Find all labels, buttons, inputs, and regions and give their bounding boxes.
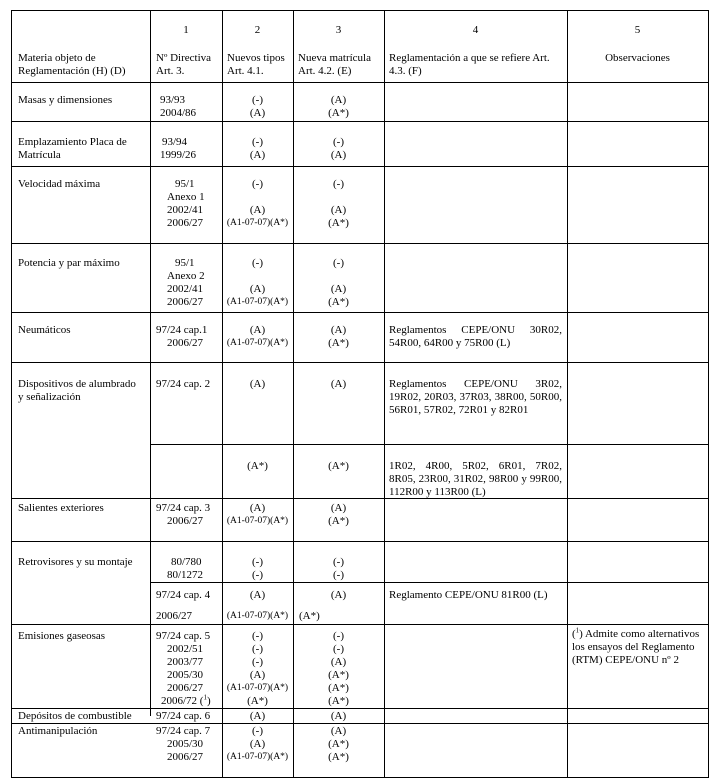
directiva: 97/24 cap. 3: [156, 502, 211, 514]
nueva-matricula-value: (-): [333, 178, 344, 190]
column-divider-1: [150, 10, 151, 716]
directiva: 97/24 cap. 2: [156, 378, 211, 390]
observacion-text: ) Admite como alternativos los ensayos del Reglamento (RTM) CEPE/ONU nº 2: [572, 628, 700, 666]
row-divider: [11, 166, 708, 167]
directiva-with-footnote: [161, 695, 211, 708]
nuevos-tipos-value: (-): [252, 136, 263, 148]
nueva-matricula-value: (A*): [328, 107, 349, 119]
nuevos-tipos-value: (A): [249, 283, 266, 295]
directiva: 2003/77: [167, 656, 204, 668]
header-directiva-line2: Art. 3.: [156, 65, 185, 77]
header-reglamentacion-line2: 4.3. (F): [389, 65, 422, 77]
subrow-divider: [150, 444, 708, 445]
row-materia: Salientes exteriores: [18, 502, 104, 514]
nueva-matricula-value: (A*): [328, 669, 349, 681]
row-materia: Matrícula: [18, 149, 61, 161]
nueva-matricula-value: (-): [333, 630, 344, 642]
nueva-matricula-value: (A): [330, 589, 347, 601]
nueva-matricula-value: (A): [330, 149, 347, 161]
header-observaciones: Observaciones: [605, 52, 670, 64]
nueva-matricula-value: (A): [330, 283, 347, 295]
nuevos-tipos-value: (-): [252, 257, 263, 269]
row-materia: Retrovisores y su montaje: [18, 556, 133, 568]
nuevos-tipos-value: (-): [252, 725, 263, 737]
header-materia-line2: Reglamentación (H) (D): [18, 65, 126, 77]
nueva-matricula-value: (A*): [328, 751, 349, 763]
table-border-right: [708, 10, 709, 778]
directiva: 97/24 cap. 6: [156, 710, 211, 722]
nuevos-tipos-value: (-): [252, 656, 263, 668]
table-border-top: [11, 10, 708, 11]
row-divider: [11, 362, 708, 363]
directiva: 95/1: [175, 178, 195, 190]
header-nuevos-line2: Art. 4.1.: [227, 65, 264, 77]
header-matricula-line2: Art. 4.2. (E): [298, 65, 352, 77]
nueva-matricula-value: (A): [330, 710, 347, 722]
directiva: 2002/41: [167, 283, 204, 295]
directiva: 2006/27: [167, 751, 204, 763]
directiva: 2006/27: [156, 610, 193, 622]
directiva: 2002/41: [167, 204, 204, 216]
row-materia: Emplazamiento Placa de: [18, 136, 127, 148]
close-paren: ): [206, 695, 211, 707]
nuevos-tipos-value: (A): [249, 107, 266, 119]
nuevos-tipos-value: (A): [249, 378, 266, 390]
directiva: 2004/86: [160, 107, 197, 119]
nueva-matricula-value: (A): [330, 502, 347, 514]
nuevos-tipos-value: (-): [252, 630, 263, 642]
directiva: 1999/26: [160, 149, 197, 161]
row-materia: Depósitos de combustible: [18, 710, 132, 722]
directiva: 80/780: [171, 556, 202, 568]
nueva-matricula-value: (A): [330, 725, 347, 737]
column-divider-5: [567, 10, 568, 778]
row-materia: Neumáticos: [18, 324, 71, 336]
nueva-matricula-value: (A): [330, 94, 347, 106]
nuevos-tipos-value: (-): [252, 178, 263, 190]
row-materia: Potencia y par máximo: [18, 257, 120, 269]
nueva-matricula-value: (A*): [328, 738, 349, 750]
nuevos-tipos-value: (A): [249, 738, 266, 750]
header-row-divider: [11, 82, 708, 83]
nuevos-tipos-value: (A1-07-07)(A*): [226, 752, 289, 762]
directiva: 2005/30: [167, 738, 204, 750]
directiva: 93/93: [160, 94, 186, 106]
row-materia: Velocidad máxima: [18, 178, 101, 190]
nueva-matricula-value: (A*): [328, 460, 349, 472]
row-divider: [11, 541, 708, 542]
table-border-left: [11, 10, 12, 778]
directiva: 2005/30: [167, 669, 204, 681]
nuevos-tipos-value: (A): [249, 589, 266, 601]
nueva-matricula-value: (A*): [328, 695, 349, 707]
directiva: 97/24 cap.1: [156, 324, 208, 336]
header-reglamentacion-line1: Reglamentación a que se refiere Art.: [389, 52, 550, 64]
nueva-matricula-value: (A): [330, 656, 347, 668]
reglamentacion-text: Reglamentos CEPE/ONU 3R02, 19R02, 20R03, 37R03, 38R00, 50R00, 56R01, 57R02, 72R01 y 82R01: [389, 378, 562, 416]
column-number-4: 4: [472, 24, 479, 36]
nueva-matricula-value: (A*): [328, 296, 349, 308]
directiva: 95/1: [175, 257, 195, 269]
reglamentacion-text: Reglamentos CEPE/ONU 30R02, 54R00, 64R00 y 75R00 (L): [389, 324, 562, 349]
row-divider: [11, 121, 708, 122]
nuevos-tipos-value: (-): [252, 643, 263, 655]
footnote-mark: 1: [203, 693, 207, 702]
directiva: 97/24 cap. 5: [156, 630, 211, 642]
row-divider: [11, 723, 708, 724]
nueva-matricula-value: (-): [333, 556, 344, 568]
nuevos-tipos-value: (A1-07-07)(A*): [226, 683, 289, 693]
directiva: 93/94: [162, 136, 188, 148]
footnote-mark: 1: [575, 626, 580, 635]
header-directiva-line1: Nº Directiva: [156, 52, 212, 64]
nuevos-tipos-value: (A): [249, 502, 266, 514]
directiva: 2006/27: [167, 296, 204, 308]
nueva-matricula-value: (A*): [328, 337, 349, 349]
column-number-3: 3: [335, 24, 342, 36]
nueva-matricula-value: (A*): [328, 217, 349, 229]
row-materia: Antimanipulación: [18, 725, 98, 737]
nueva-matricula-value: (A*): [328, 515, 349, 527]
reglamentacion-text: Reglamento CEPE/ONU 81R00 (L): [389, 589, 548, 601]
header-materia-line1: Materia objeto de: [18, 52, 96, 64]
header-nuevos-line1: Nuevos tipos: [227, 52, 285, 64]
nueva-matricula-value: (A*): [328, 682, 349, 694]
row-divider: [11, 312, 708, 313]
directiva: 2006/27: [167, 217, 204, 229]
directiva: 2006/72 (: [161, 695, 204, 707]
nueva-matricula-value: (A): [330, 378, 347, 390]
obs-open-paren: (: [572, 628, 576, 640]
column-number-2: 2: [254, 24, 261, 36]
nueva-matricula-value: (-): [333, 569, 344, 581]
directiva: 2006/27: [167, 337, 204, 349]
nuevos-tipos-value: (A): [249, 710, 266, 722]
row-materia: Emisiones gaseosas: [18, 630, 106, 642]
nuevos-tipos-value: (A): [249, 669, 266, 681]
directiva: 97/24 cap. 7: [156, 725, 211, 737]
row-divider: [11, 624, 708, 625]
table-border-bottom: [11, 777, 708, 778]
nuevos-tipos-value: (A1-07-07)(A*): [226, 611, 289, 621]
row-divider: [11, 498, 708, 499]
nuevos-tipos-value: (-): [252, 94, 263, 106]
observacion-note: [572, 628, 706, 667]
nueva-matricula-value: (A): [330, 324, 347, 336]
nueva-matricula-value: (A): [330, 204, 347, 216]
nuevos-tipos-value: (A): [249, 204, 266, 216]
directiva: 80/1272: [167, 569, 204, 581]
nuevos-tipos-value: (-): [252, 556, 263, 568]
nueva-matricula-value: (-): [333, 257, 344, 269]
directiva: 2006/27: [167, 682, 204, 694]
directiva: 97/24 cap. 4: [156, 589, 211, 601]
nuevos-tipos-value: (A1-07-07)(A*): [226, 516, 289, 526]
column-divider-4: [384, 10, 385, 778]
header-matricula-line1: Nueva matrícula: [298, 52, 371, 64]
row-materia: Dispositivos de alumbrado: [18, 378, 136, 390]
directiva: 2002/51: [167, 643, 204, 655]
nuevos-tipos-value: (A1-07-07)(A*): [226, 218, 289, 228]
row-materia: Masas y dimensiones: [18, 94, 113, 106]
column-number-1: 1: [183, 24, 189, 36]
nuevos-tipos-value: (A): [249, 324, 266, 336]
nueva-matricula-value: (-): [333, 643, 344, 655]
reglamentacion-text: 1R02, 4R00, 5R02, 6R01, 7R02, 8R05, 23R00, 31R02, 98R00 y 99R00, 112R00 y 113R00 (L): [389, 460, 562, 498]
directiva: Anexo 2: [167, 270, 205, 282]
column-number-5: 5: [634, 24, 641, 36]
nuevos-tipos-value: (A): [249, 149, 266, 161]
nuevos-tipos-value: (A*): [247, 695, 268, 707]
row-materia: y señalización: [18, 391, 81, 403]
nueva-matricula-value: (-): [333, 136, 344, 148]
nuevos-tipos-value: (A*): [247, 460, 268, 472]
nueva-matricula-value: (A*): [299, 610, 320, 622]
row-divider: [11, 708, 708, 709]
row-divider: [11, 243, 708, 244]
directiva: Anexo 1: [167, 191, 205, 203]
subrow-divider: [150, 582, 708, 583]
directiva: 2006/27: [167, 515, 204, 527]
nuevos-tipos-value: (-): [252, 569, 263, 581]
nuevos-tipos-value: (A1-07-07)(A*): [226, 338, 289, 348]
nuevos-tipos-value: (A1-07-07)(A*): [226, 297, 289, 307]
